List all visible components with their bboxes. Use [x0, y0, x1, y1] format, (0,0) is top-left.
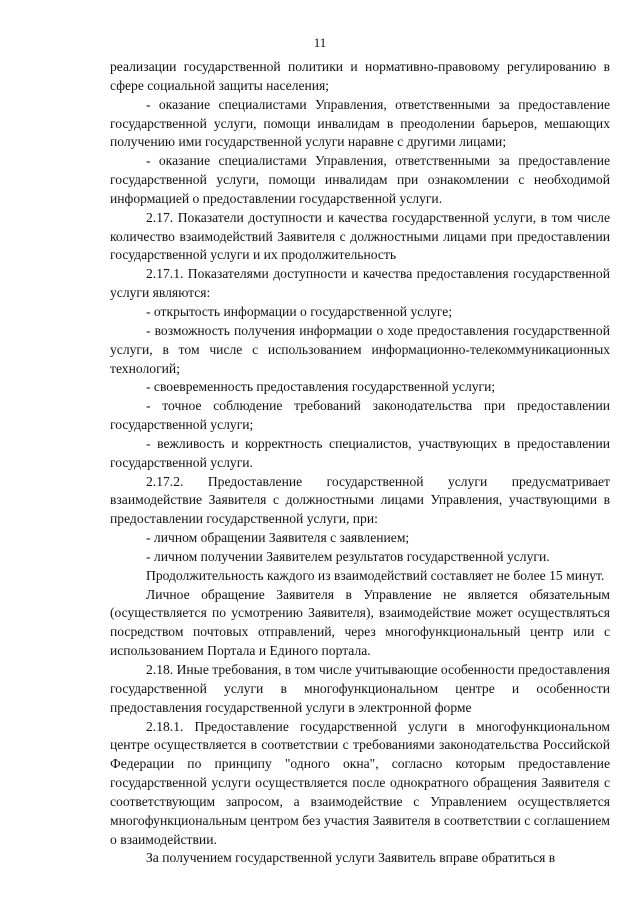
paragraph: За получением государственной услуги Заявитель вправе обратиться в	[146, 850, 556, 866]
paragraph: - оказание специалистами Управления, ответственными за предоставление государственной услуги, помощи инвалидам в преодолении барьеров, мешающих получению ими государственной услуги наравне с другими лицами;	[110, 96, 610, 150]
paragraph: Личное обращение Заявителя в Управление не является обязательным (осуществляется по усмотрению Заявителя), взаимодействие может осуществляться посредством почтовых отправлений, через многофункциональный центр или с использованием Портала и Единого портала.	[110, 586, 610, 659]
paragraph: Продолжительность каждого из взаимодействий составляет не более 15 минут.	[146, 567, 605, 583]
list-item: - возможность получения информации о ходе предоставления государственной услуги, в том числе с использованием информационно-телекоммуникационных технологий;	[110, 322, 610, 376]
page-number: 11	[313, 35, 327, 50]
document-body	[110, 58, 610, 868]
paragraph: 2.18.1. Предоставление государственной услуги в многофункциональном центре осуществляется в соответствии с требованиями законодательства Российской Федерации по принципу "одного окна", согласно которым предоставление государственной услуги осуществляется после однократного обращения Заявителя с соответствующим запросом, а взаимодействие с Управлением осуществляется многофункциональным центром без участия Заявителя в соответствии с соглашением о взаимодействии.	[110, 718, 610, 847]
paragraph: реализации государственной политики и нормативно-правовому регулированию в сфере социальной защиты населения;	[110, 59, 610, 93]
paragraph: 2.17.1. Показателями доступности и качества предоставления государственной услуги являются:	[110, 266, 610, 301]
list-item: - открытость информации о государственной услуге;	[146, 303, 453, 319]
list-item: - своевременность предоставления государственной услуги;	[146, 379, 496, 395]
paragraph: - оказание специалистами Управления, ответственными за предоставление государственной услуги, помощи инвалидам при ознакомлении с необходимой информацией о предоставлении государственной услуги.	[110, 153, 610, 206]
list-item: - точное соблюдение требований законодательства при предоставлении государственной услуги;	[110, 398, 610, 433]
list-item: - личном получении Заявителем результатов государственной услуги.	[146, 548, 550, 564]
list-item: - личном обращении Заявителя с заявлением;	[146, 530, 410, 546]
paragraph: 2.17.2. Предоставление государственной услуги предусматривает взаимодействие Заявителя с должностными лицами Управления, участвующими в предоставлении государственной услуги, при:	[110, 473, 610, 527]
section-heading: 2.17. Показатели доступности и качества государственной услуги, в том числе количество взаимодействий Заявителя с должностными лицами при предоставлении государственной услуги и их продолжительность	[110, 209, 610, 263]
section-heading: 2.18. Иные требования, в том числе учитывающие особенности предоставления государственной услуги в многофункциональном центре и особенности предоставления государственной услуги в электронной форме	[110, 662, 610, 715]
list-item: - вежливость и корректность специалистов, участвующих в предоставлении государственной услуги.	[110, 435, 610, 470]
